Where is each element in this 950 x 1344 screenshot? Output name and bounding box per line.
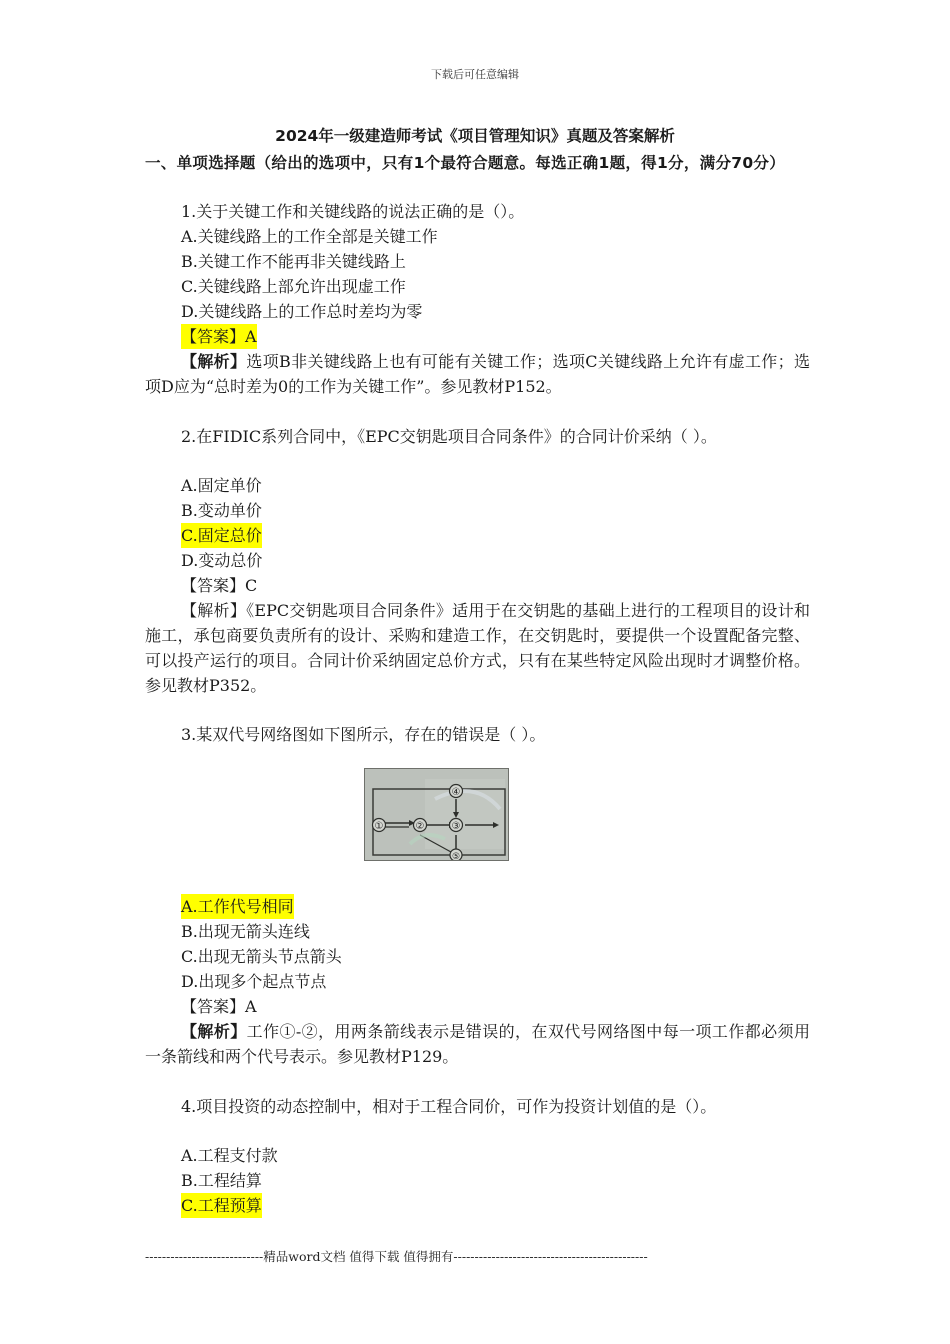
q3-stem: 3.某双代号网络图如下图所示，存在的错误是（ ）。 [181, 725, 546, 744]
q1-option-b: B.关键工作不能再非关键线路上 [181, 252, 406, 271]
node-1-label: ① [374, 821, 384, 832]
q1-option-a: A.关键线路上的工作全部是关键工作 [181, 227, 438, 246]
q2-option-a: A.固定单价 [181, 476, 262, 495]
q3-analysis-label: 【解析】 [181, 1022, 247, 1041]
node-4-label: ④ [451, 787, 461, 798]
q2-option-c: C.固定总价 [181, 523, 262, 548]
q2-option-b: B.变动单价 [181, 501, 262, 520]
network-diagram-figure [364, 768, 509, 861]
q2-answer: 【答案】C [181, 576, 258, 595]
q3-analysis [145, 1019, 810, 1069]
q3-answer: 【答案】A [181, 997, 257, 1016]
q2-option-d: D.变动总价 [181, 551, 263, 570]
q3-option-a: A.工作代号相同 [181, 894, 294, 919]
q1-stem: 1.关于关键工作和关键线路的说法正确的是（）。 [181, 202, 525, 221]
q1-analysis [145, 349, 810, 399]
q3-option-d: D.出现多个起点节点 [181, 972, 327, 991]
node-2-label: ② [415, 821, 425, 832]
node-5-label: ⑤ [451, 852, 461, 861]
q1-option-d: D.关键线路上的工作总时差均为零 [181, 302, 423, 321]
node-3-label: ③ [451, 821, 461, 832]
q2-stem: 2.在FIDIC系列合同中，《EPC交钥匙项目合同条件》的合同计价采纳（ ）。 [181, 427, 717, 446]
q3-option-b: B.出现无箭头连线 [181, 922, 310, 941]
section-heading: 一、单项选择题（给出的选项中，只有1个最符合题意。每选正确1题，得1分，满分70分） [145, 154, 786, 172]
q1-option-c: C.关键线路上部允许出现虚工作 [181, 277, 406, 296]
q3-analysis-text: 工作①-②，用两条箭线表示是错误的，在双代号网络图中每一项工作都必须用一条箭线和两个代号表示。参见教材P129。 [145, 1022, 810, 1066]
q1-analysis-text: 选项B非关键线路上也有可能有关键工作；选项C关键线路上允许有虚工作；选项D应为“总时差为0的工作为关键工作”。参见教材P152。 [145, 352, 810, 396]
q2-analysis: 【解析】《EPC交钥匙项目合同条件》适用于在交钥匙的基础上进行的工程项目的设计和施工，承包商要负责所有的设计、采购和建造工作，在交钥匙时，要提供一个设置配备完整、可以投产运行的项目。合同计价采纳固定总价方式，只有在某些特定风险出现时才调整价格。参见教材P352。 [145, 601, 810, 695]
q1-answer: 【答案】A [181, 324, 257, 349]
q3-option-c: C.出现无箭头节点箭头 [181, 947, 342, 966]
network-diagram [365, 769, 509, 861]
q4-stem: 4.项目投资的动态控制中，相对于工程合同价，可作为投资计划值的是（）。 [181, 1097, 717, 1116]
page-footer: ----------------------------精品word文档 值得下载 值得拥有---------------------------------------------- [145, 1249, 648, 1264]
q4-option-b: B.工程结算 [181, 1171, 262, 1190]
q4-option-a: A.工程支付款 [181, 1146, 278, 1165]
q4-option-c: C.工程预算 [181, 1193, 262, 1218]
page-header: 下载后可任意编辑 [431, 68, 519, 81]
document-title: 2024年一级建造师考试《项目管理知识》真题及答案解析 [275, 127, 675, 145]
q1-analysis-label: 【解析】 [181, 352, 247, 371]
